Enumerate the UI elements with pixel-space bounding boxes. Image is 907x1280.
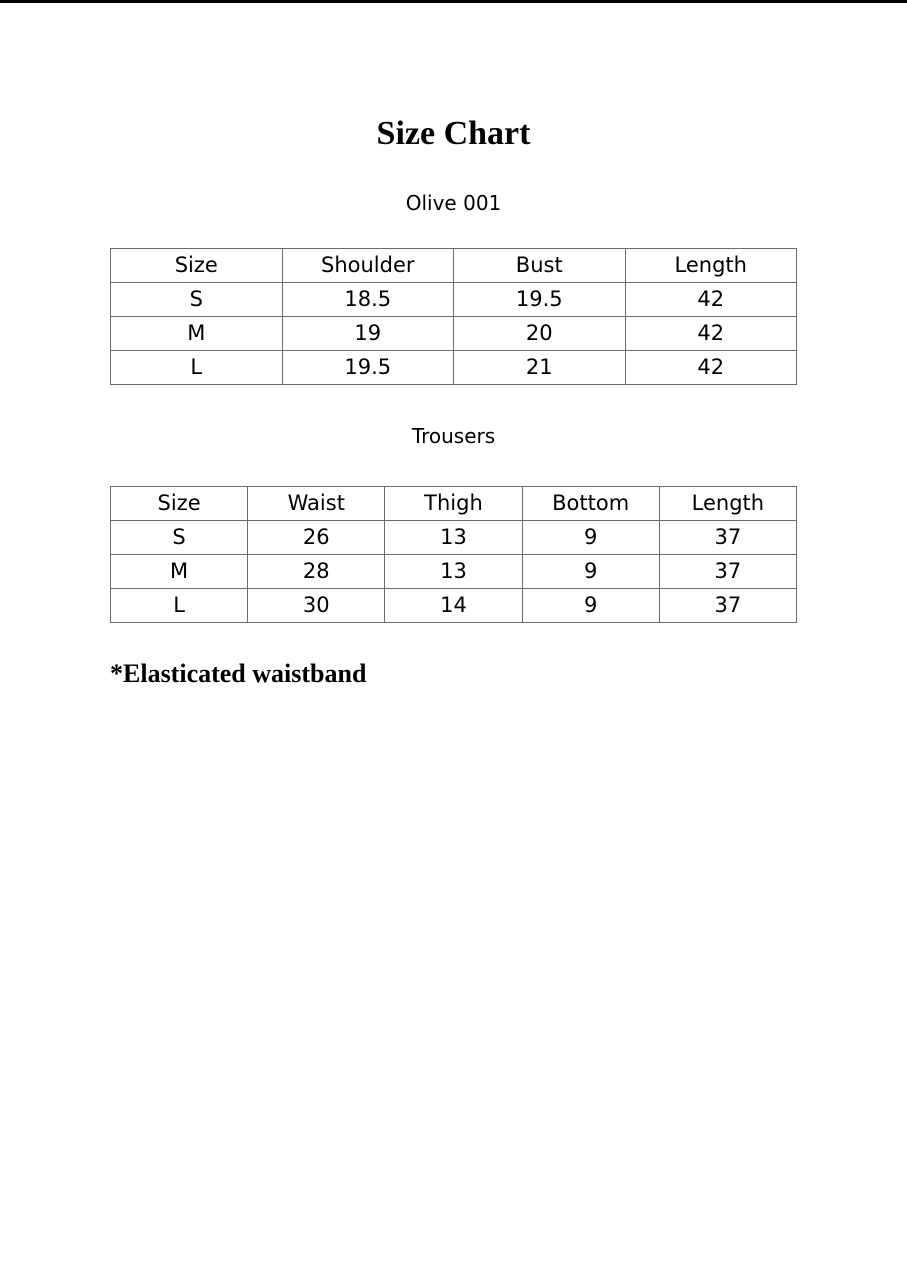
table-cell: S <box>111 283 283 317</box>
table-cell: 21 <box>454 351 626 385</box>
page-title: Size Chart <box>376 115 531 152</box>
table-header-row <box>111 249 797 283</box>
table-cell: M <box>111 555 248 589</box>
table-cell: 37 <box>659 555 796 589</box>
top-size-table <box>110 248 797 385</box>
header-cell: Size <box>111 487 248 521</box>
table-cell: 37 <box>659 589 796 623</box>
header-cell: Length <box>659 487 796 521</box>
top-section-heading: Olive 001 <box>405 191 502 215</box>
table-cell: 42 <box>625 317 797 351</box>
header-cell: Thigh <box>385 487 522 521</box>
trousers-size-table <box>110 486 797 623</box>
table-cell: 19 <box>282 317 454 351</box>
table-row <box>111 555 797 589</box>
table-row <box>111 317 797 351</box>
header-cell: Size <box>111 249 283 283</box>
table-cell: M <box>111 317 283 351</box>
header-cell: Shoulder <box>282 249 454 283</box>
header-cell: Bust <box>454 249 626 283</box>
table-cell: 19.5 <box>454 283 626 317</box>
table-cell: 30 <box>248 589 385 623</box>
table-cell: 42 <box>625 351 797 385</box>
table-row <box>111 521 797 555</box>
table-cell: 13 <box>385 555 522 589</box>
table-cell: 37 <box>659 521 796 555</box>
table-cell: 20 <box>454 317 626 351</box>
footnote: *Elasticated waistband <box>110 659 367 688</box>
trousers-section-heading: Trousers <box>411 424 496 448</box>
table-cell: 42 <box>625 283 797 317</box>
table-cell: 9 <box>522 555 659 589</box>
header-cell: Length <box>625 249 797 283</box>
table-cell: 13 <box>385 521 522 555</box>
table-cell: 26 <box>248 521 385 555</box>
table-cell: 19.5 <box>282 351 454 385</box>
table-cell: L <box>111 351 283 385</box>
table-cell: S <box>111 521 248 555</box>
table-cell: 28 <box>248 555 385 589</box>
table-cell: 18.5 <box>282 283 454 317</box>
table-row <box>111 589 797 623</box>
table-cell: L <box>111 589 248 623</box>
table-cell: 14 <box>385 589 522 623</box>
header-cell: Bottom <box>522 487 659 521</box>
table-cell: 9 <box>522 589 659 623</box>
table-row <box>111 351 797 385</box>
table-cell: 9 <box>522 521 659 555</box>
header-cell: Waist <box>248 487 385 521</box>
top-border <box>0 0 907 3</box>
table-header-row <box>111 487 797 521</box>
table-row <box>111 283 797 317</box>
